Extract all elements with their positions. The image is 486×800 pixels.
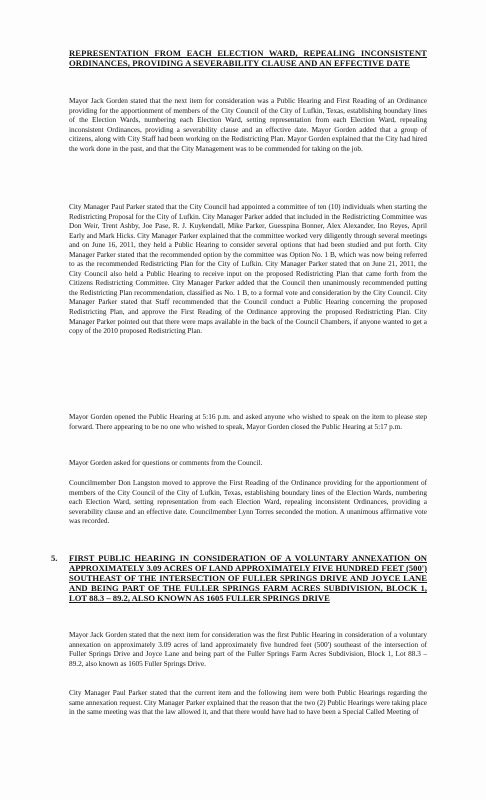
paragraph-public-hearing: Mayor Gorden opened the Public Hearing at 5:16 p.m. and asked anyone who wished to speak on the item to please step forward. There appearing to be no one who wished to speak, Mayor Gorden closed the Public Hearing at 5:17 p.m. xyxy=(69,413,427,431)
paragraph-committee: City Manager Paul Parker stated that the City Council had appointed a committee of ten (10) individuals when starting the Redistricting Proposal for the City of Lufkin. City Manager Parker added that included in the Redistricting Committee was Don Weir, Trent Ashby, Joe Pase, R. J. Kuykendall, Mike Parker, Guesspina Bonner, Alex Alexander, Ino Reyes, April Early and Mark Hicks. City Manager Parker explained that the committee worked very diligently through several meetings and on June 16, 2011, they held a Public Hearing to consider several options that had been studied and put forth. City Manager Parker stated that the recommended option by the committee was Option No. 1 B, which was now being referred to as the recommended Redistricting Plan for the City of Lufkin. City Manager Parker stated that on June 21, 2011, the City Council also held a Public Hearing to receive input on the proposed Redistricting Plan that came forth from the Citizens Redistricting Committee. City Manager Parker added that the Council then unanimously recommended putting the Redistricting Plan recommendation, classified as No. 1 B, to a formal vote and consideration by the City Council. City Manager Parker stated that Staff recommended that the Council conduct a Public Hearing concerning the proposed Redistricting Plan, and approve the First Reading of the Ordinance approving the proposed Redistricting Plan. City Manager Parker pointed out that there were maps available in the back of the Council Chambers, if anyone wanted to get a copy of the 2010 proposed Redistricting Plan. xyxy=(69,203,427,336)
section-heading: REPRESENTATION FROM EACH ELECTION WARD, REPEALING INCONSISTENT ORDINANCES, PROVIDING A SEVERABILITY CLAUSE AND AN EFFECTIVE DATE xyxy=(69,48,427,68)
paragraph-annexation-manager: City Manager Paul Parker stated that the current item and the following item were both Public Hearings regarding the same annexation request. City Manager Parker explained that the reason that the two (2) Public Hearings were taking place in the same meeting was that the law allowed it, and that there would have had to have been a Special Called Meeting of xyxy=(69,689,427,717)
paragraph-intro: Mayor Jack Gorden stated that the next item for consideration was a Public Hearing and First Reading of an Ordinance providing for the apportionment of members of the City Council of the City of Lufkin, Texas, establishing boundary lines of the Election Wards, numbering each Election Ward, setting representation from each Election Ward, repealing inconsistent Ordinances, providing a severability clause and an effective date. Mayor Gorden added that a group of citizens, along with City Staff had been working on the Redistricting Plan. Mayor Gorden explained that the City had hired the work done in the past, and that the City Management was to be commended for taking on the job. xyxy=(69,97,427,153)
paragraph-motion: Councilmember Don Langston moved to approve the First Reading of the Ordinance providing for the apportionment of members of the City Council of the City of Lufkin, Texas, establishing boundary lines of the Election Wards, numbering each Election Ward, setting representation from each Election Ward, repealing inconsistent Ordinances, providing a severability clause and an effective date. Councilmember Lynn Torres seconded the motion. A unanimous affirmative vote was recorded. xyxy=(69,479,427,526)
paragraph-questions: Mayor Gorden asked for questions or comments from the Council. xyxy=(69,459,263,467)
item-number: 5. xyxy=(51,553,58,563)
paragraph-annexation-intro: Mayor Jack Gorden stated that the next item for consideration was the first Public Hearing in consideration of a voluntary annexation on approximately 3.09 acres of land approximately five hundred feet (500') southeast of the intersection of Fuller Springs Drive and Joyce Lane and being part of the Fuller Springs Farm Acres Subdivision, Block 1, Lot 88.3 – 89.2, also known as 1605 Fuller Springs Drive. xyxy=(69,631,427,668)
item-heading: FIRST PUBLIC HEARING IN CONSIDERATION OF A VOLUNTARY ANNEXATION ON APPROXIMATELY 3.09 ACRES OF LAND APPROXIMATELY FIVE HUNDRED FEET (500') SOUTHEAST OF THE INTERSECTION OF FULLER SPRINGS DRIVE AND JOYCE LANE AND BEING PART OF THE FULLER SPRINGS FARM ACRES SUBDIVISION, BLOCK 1, LOT 88.3 – 89.2, ALSO KNOWN AS 1605 FULLER SPRINGS DRIVE xyxy=(69,553,427,603)
